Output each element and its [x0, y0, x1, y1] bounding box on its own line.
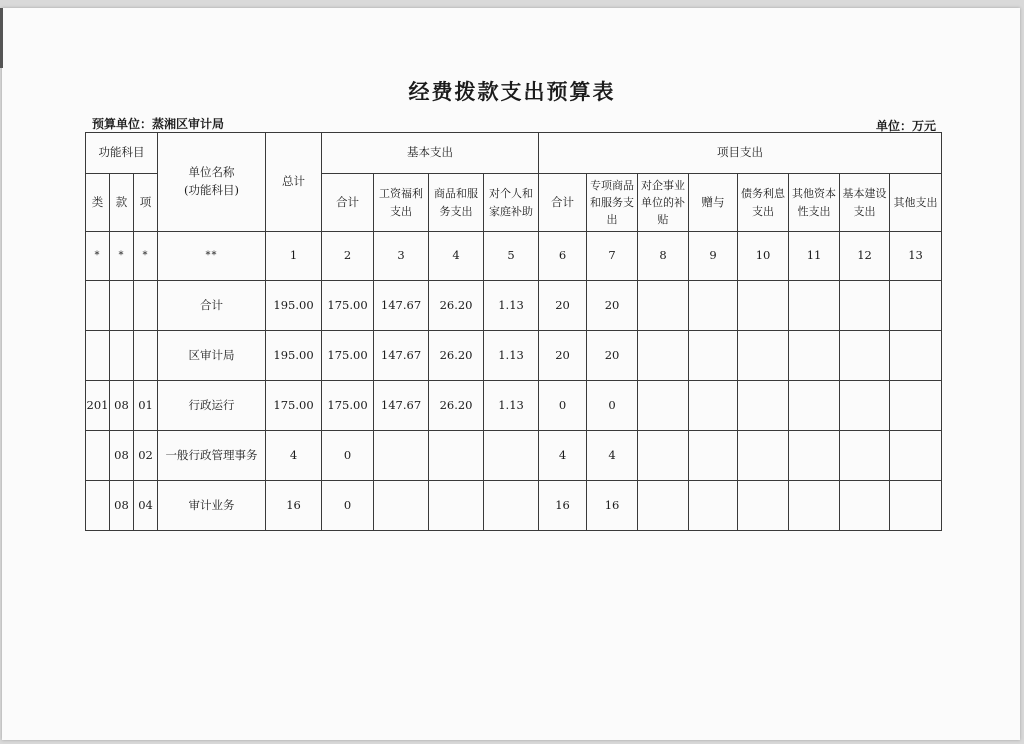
table-cell	[689, 481, 738, 531]
table-cell: 147.67	[374, 281, 429, 331]
table-cell	[638, 431, 689, 481]
basic-col-header: 工资福利支出	[374, 174, 429, 232]
table-cell	[134, 281, 158, 331]
table-cell	[738, 331, 789, 381]
project-col-header: 对企事业单位的补贴	[638, 174, 689, 232]
basic-col-header: 商品和服务支出	[429, 174, 484, 232]
table-cell: 1.13	[484, 381, 539, 431]
project-expenditure-header: 项目支出	[539, 133, 942, 174]
table-cell	[86, 281, 110, 331]
table-cell	[429, 431, 484, 481]
index-cell: 3	[374, 232, 429, 281]
table-cell	[840, 431, 890, 481]
table-cell: 26.20	[429, 381, 484, 431]
table-body	[86, 281, 942, 531]
table-cell	[789, 331, 840, 381]
table-cell	[86, 331, 110, 381]
table-cell	[110, 331, 134, 381]
table-cell	[789, 381, 840, 431]
table-cell	[86, 431, 110, 481]
index-cell: 4	[429, 232, 484, 281]
budget-table	[85, 132, 942, 531]
table-cell: 合计	[158, 281, 266, 331]
table-cell	[638, 381, 689, 431]
table-cell	[789, 281, 840, 331]
table-row	[86, 481, 942, 531]
table-cell	[789, 481, 840, 531]
index-cell: 5	[484, 232, 539, 281]
unit-name-title: 单位名称	[188, 165, 235, 180]
table-cell: 04	[134, 481, 158, 531]
table-cell	[738, 381, 789, 431]
table-cell: 147.67	[374, 331, 429, 381]
basic-col-header: 合计	[322, 174, 374, 232]
table-cell: 审计业务	[158, 481, 266, 531]
table-cell: 行政运行	[158, 381, 266, 431]
table-cell	[689, 431, 738, 481]
kuan-header: 款	[110, 174, 134, 232]
table-cell: 08	[110, 481, 134, 531]
unit-name-header	[158, 133, 266, 232]
budget-unit-label: 预算单位：蒸湘区审计局	[92, 117, 225, 131]
table-cell: 195.00	[266, 281, 322, 331]
table-cell	[890, 331, 942, 381]
table-cell: 16	[266, 481, 322, 531]
table-cell: 16	[587, 481, 638, 531]
header-row-1	[86, 133, 942, 174]
project-col-header: 债务利息支出	[738, 174, 789, 232]
table-cell	[840, 331, 890, 381]
table-cell: 20	[539, 281, 587, 331]
table-cell: 0	[322, 481, 374, 531]
table-cell: 26.20	[429, 331, 484, 381]
index-cell: 13	[890, 232, 942, 281]
document-title: 经费拨款支出预算表	[408, 79, 616, 104]
index-cell: 12	[840, 232, 890, 281]
table-cell	[689, 381, 738, 431]
table-cell: 0	[539, 381, 587, 431]
table-cell	[689, 281, 738, 331]
table-cell: 4	[539, 431, 587, 481]
table-cell: 20	[587, 281, 638, 331]
table-row	[86, 331, 942, 381]
index-cell: *	[134, 232, 158, 281]
binding-edge	[0, 8, 3, 68]
table-cell	[738, 431, 789, 481]
table-cell	[738, 481, 789, 531]
basic-col-header: 对个人和家庭补助	[484, 174, 539, 232]
table-cell: 一般行政管理事务	[158, 431, 266, 481]
table-cell	[638, 281, 689, 331]
xiang-header: 项	[134, 174, 158, 232]
table-cell	[638, 481, 689, 531]
table-cell	[840, 281, 890, 331]
table-cell: 区审计局	[158, 331, 266, 381]
table-row	[86, 381, 942, 431]
table-cell: 1.13	[484, 331, 539, 381]
table-row	[86, 431, 942, 481]
table-cell	[890, 381, 942, 431]
table-cell	[134, 331, 158, 381]
table-cell: 01	[134, 381, 158, 431]
table-cell: 08	[110, 431, 134, 481]
index-cell: 8	[638, 232, 689, 281]
lei-header: 类	[86, 174, 110, 232]
table-cell: 0	[322, 431, 374, 481]
table-cell: 26.20	[429, 281, 484, 331]
project-col-header: 专项商品和服务支出	[587, 174, 638, 232]
table-cell	[689, 331, 738, 381]
total-header: 总计	[266, 133, 322, 232]
index-cell: *	[86, 232, 110, 281]
index-row	[86, 232, 942, 281]
index-cell: 6	[539, 232, 587, 281]
table-cell	[890, 281, 942, 331]
money-unit-label: 单位：万元	[875, 119, 936, 133]
index-cell: 2	[322, 232, 374, 281]
table-cell: 175.00	[322, 281, 374, 331]
table-cell	[890, 481, 942, 531]
table-cell: 16	[539, 481, 587, 531]
table-cell	[374, 481, 429, 531]
index-cell: 7	[587, 232, 638, 281]
unit-name-subtitle: (功能科目)	[184, 183, 240, 197]
table-cell	[374, 431, 429, 481]
table-cell	[429, 481, 484, 531]
project-col-header: 其他资本性支出	[789, 174, 840, 232]
table-cell: 195.00	[266, 331, 322, 381]
project-col-header: 基本建设支出	[840, 174, 890, 232]
table-cell: 201	[86, 381, 110, 431]
table-row	[86, 281, 942, 331]
basic-expenditure-header: 基本支出	[322, 133, 539, 174]
table-cell: 4	[587, 431, 638, 481]
project-col-header: 其他支出	[890, 174, 942, 232]
table-cell	[484, 431, 539, 481]
table-cell: 20	[587, 331, 638, 381]
table-cell: 175.00	[322, 331, 374, 381]
table-cell	[738, 281, 789, 331]
table-cell: 08	[110, 381, 134, 431]
func-subject-header: 功能科目	[86, 133, 158, 174]
table-cell	[840, 381, 890, 431]
table-cell: 4	[266, 431, 322, 481]
index-cell: 11	[789, 232, 840, 281]
table-cell	[638, 331, 689, 381]
table-cell	[484, 481, 539, 531]
table-cell: 0	[587, 381, 638, 431]
table-cell: 175.00	[266, 381, 322, 431]
table-cell: 1.13	[484, 281, 539, 331]
table-cell	[840, 481, 890, 531]
table-cell	[86, 481, 110, 531]
table-cell: 175.00	[322, 381, 374, 431]
project-col-header: 赠与	[689, 174, 738, 232]
index-cell: *	[110, 232, 134, 281]
index-cell: **	[158, 232, 266, 281]
table-cell	[110, 281, 134, 331]
index-cell: 1	[266, 232, 322, 281]
table-cell	[789, 431, 840, 481]
table-cell: 147.67	[374, 381, 429, 431]
project-col-header: 合计	[539, 174, 587, 232]
index-cell: 9	[689, 232, 738, 281]
table-cell: 20	[539, 331, 587, 381]
table-cell: 02	[134, 431, 158, 481]
table-cell	[890, 431, 942, 481]
index-cell: 10	[738, 232, 789, 281]
